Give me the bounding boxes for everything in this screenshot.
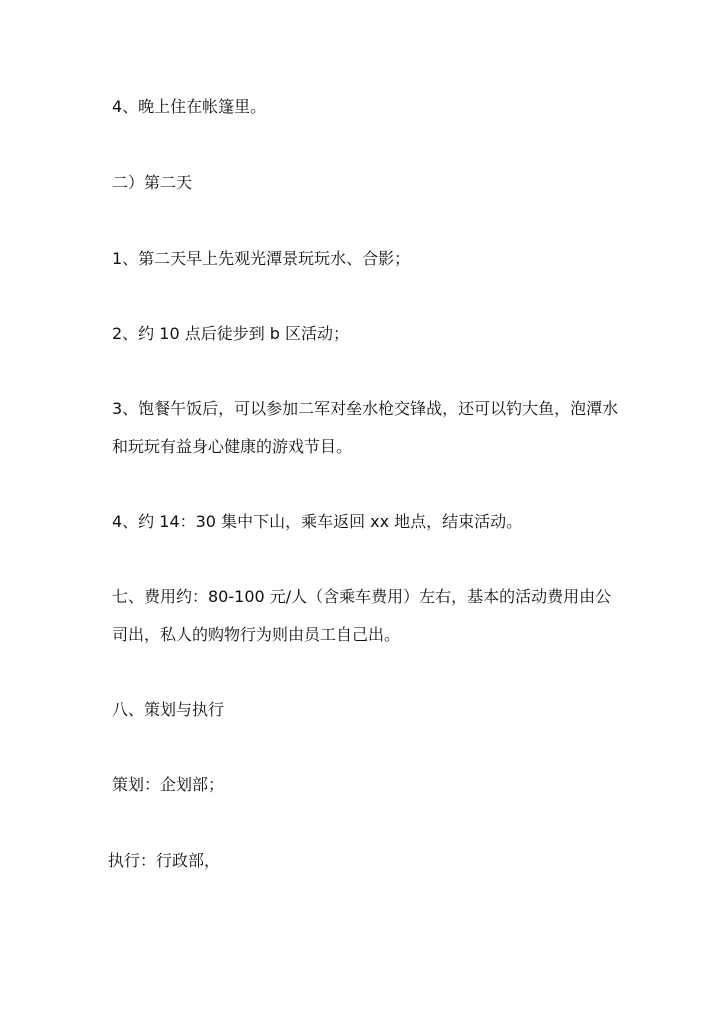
paragraph-cost: 七、费用约：80-100 元/人（含乘车费用）左右，基本的活动费用由公司出，私人的购物行为则由员工自己出。 [112, 587, 612, 644]
paragraph-executor: 执行：行政部， [108, 851, 221, 870]
paragraph-day2-item4: 4、约 14：30 集中下山，乘车返回 xx 地点，结束活动。 [112, 512, 523, 531]
heading-planning: 八、策划与执行 [112, 700, 225, 719]
heading-day2: 二）第二天 [112, 173, 193, 192]
paragraph-planner: 策划：企划部； [112, 775, 225, 794]
paragraph-day2-item1: 1、第二天早上先观光潭景玩玩水、合影； [112, 249, 411, 268]
paragraph-day2-item3: 3、饱餐午饭后，可以参加二军对垒水枪交锋战，还可以钓大鱼，泡潭水和玩玩有益身心健康的游戏节目。 [112, 399, 619, 456]
paragraph-day1-item4: 4、晚上住在帐篷里。 [112, 97, 267, 116]
paragraph-day2-item2: 2、约 10 点后徒步到 b 区活动； [112, 324, 350, 343]
